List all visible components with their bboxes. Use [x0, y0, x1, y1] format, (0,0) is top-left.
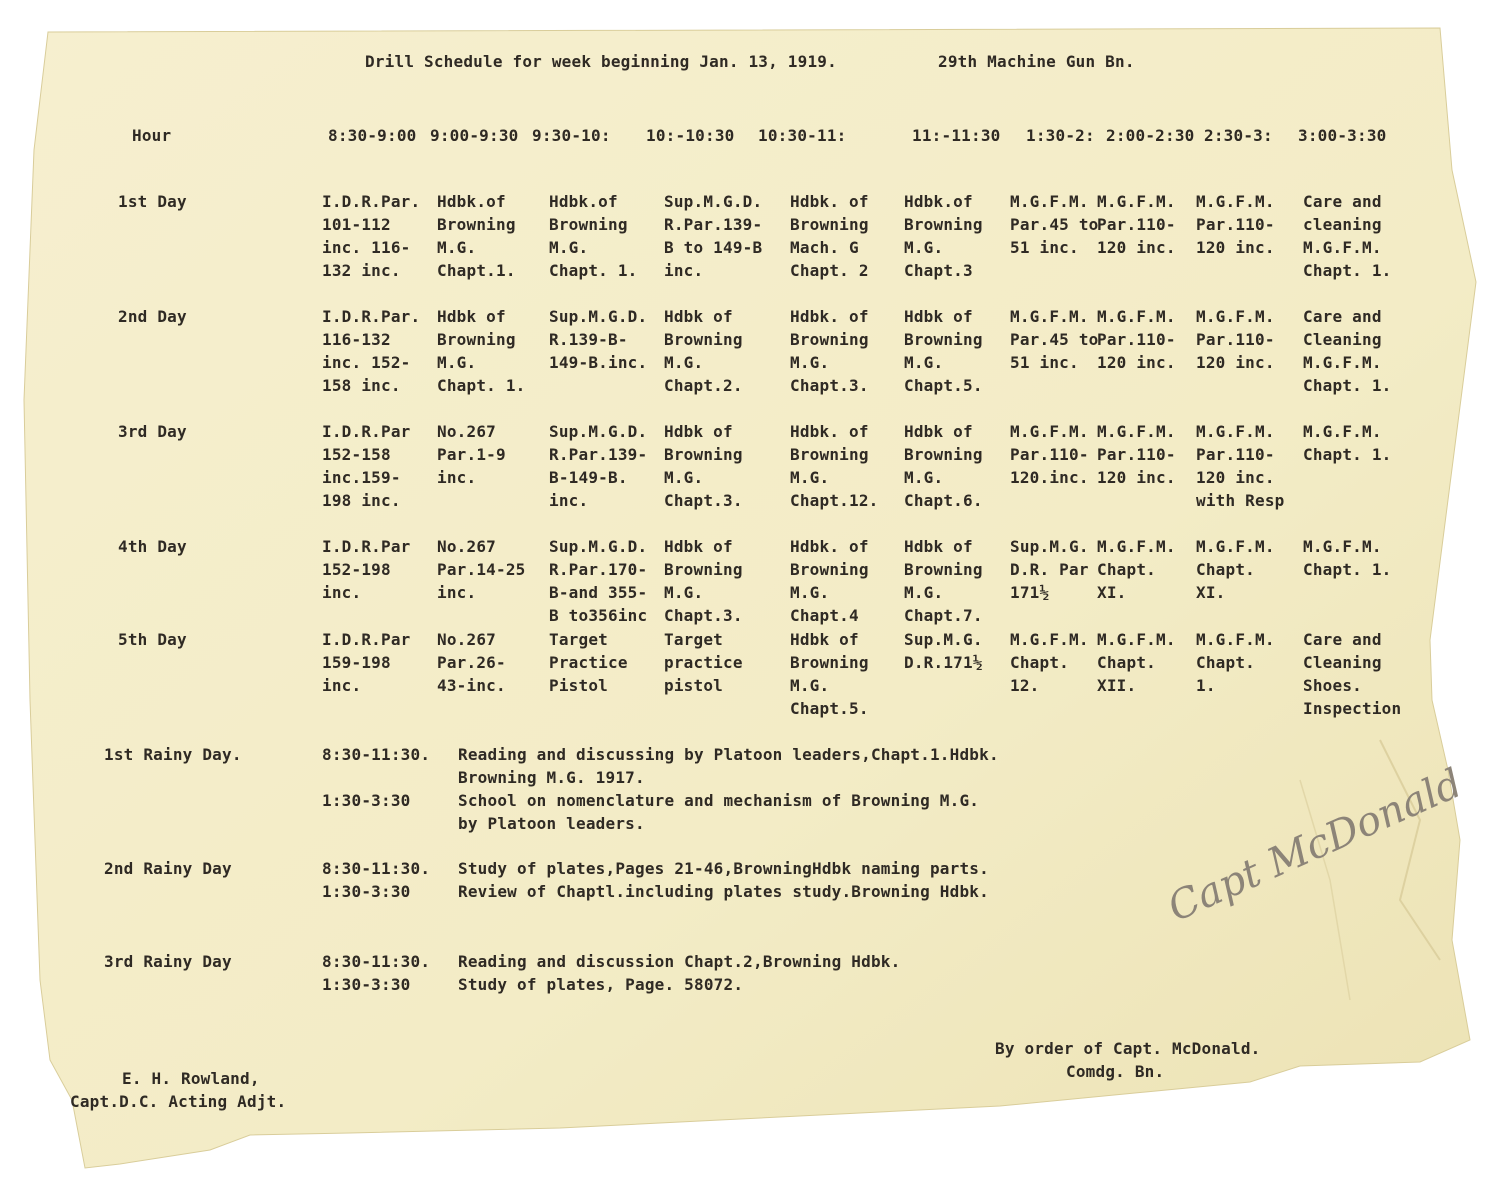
hour-header: 2:00-2:30 — [1106, 126, 1195, 145]
day-label: 3rd Day — [118, 422, 187, 441]
rainy-day-label: 3rd Rainy Day — [104, 952, 232, 971]
schedule-cell: Sup.M.G. D.R. Par 171½ — [1010, 537, 1089, 602]
schedule-cell: Hdbk. of Browning M.G. Chapt.12. — [790, 422, 879, 510]
hour-header: 2:30-3: — [1204, 126, 1273, 145]
schedule-cell: M.G.F.M. Chapt. 1. — [1196, 630, 1275, 695]
rainy-activity: Reading and discussion Chapt.2,Browning Hdbk. — [458, 952, 901, 971]
schedule-cell: Sup.M.G.D. R.Par.139- B to 149-B inc. — [664, 192, 763, 280]
schedule-cell: No.267 Par.26- 43-inc. — [437, 630, 506, 695]
schedule-cell: No.267 Par.14-25 inc. — [437, 537, 526, 602]
schedule-cell: M.G.F.M. Par.110- 120 inc. — [1097, 307, 1176, 372]
unit-name: 29th Machine Gun Bn. — [938, 52, 1135, 71]
schedule-cell: M.G.F.M. Par.45 to 51 inc. — [1010, 307, 1099, 372]
schedule-cell: M.G.F.M. Chapt. XII. — [1097, 630, 1176, 695]
schedule-cell: Hdbk of Browning M.G. Chapt.3. — [664, 422, 743, 510]
rainy-activity: Reading and discussing by Platoon leaders,Chapt.1.Hdbk. Browning M.G. 1917. — [458, 745, 999, 787]
schedule-cell: Hdbk. of Browning M.G. Chapt.4 — [790, 537, 869, 625]
rainy-time: 1:30-3:30 — [322, 882, 411, 901]
schedule-cell: Hdbk. of Browning Mach. G Chapt. 2 — [790, 192, 869, 280]
schedule-cell: M.G.F.M. Par.110- 120 inc. — [1097, 192, 1176, 257]
rainy-time: 1:30-3:30 — [322, 975, 411, 994]
hour-header: 3:00-3:30 — [1298, 126, 1387, 145]
hour-header: 1:30-2: — [1026, 126, 1095, 145]
adjutant-title: Capt.D.C. Acting Adjt. — [70, 1092, 287, 1111]
schedule-cell: I.D.R.Par 159-198 inc. — [322, 630, 411, 695]
schedule-cell: Hdbk of Browning M.G. Chapt.5. — [790, 630, 869, 718]
rainy-activity: Review of Chaptl.including plates study.Browning Hdbk. — [458, 882, 989, 901]
schedule-cell: Hdbk. of Browning M.G. Chapt.3. — [790, 307, 869, 395]
schedule-cell: M.G.F.M. Par.110- 120.inc. — [1010, 422, 1089, 487]
day-label: 4th Day — [118, 537, 187, 556]
schedule-cell: Hdbk of Browning M.G. Chapt.2. — [664, 307, 743, 395]
order-line-1: By order of Capt. McDonald. — [995, 1039, 1261, 1058]
schedule-cell: M.G.F.M. Par.110- 120 inc. with Resp — [1196, 422, 1285, 510]
schedule-cell: Hdbk of Browning M.G. Chapt.5. — [904, 307, 983, 395]
schedule-cell: Sup.M.G.D. R.139-B- 149-B.inc. — [549, 307, 648, 372]
schedule-cell: Hdbk.of Browning M.G. Chapt.3 — [904, 192, 983, 280]
hour-header: 8:30-9:00 — [328, 126, 417, 145]
schedule-cell: Care and Cleaning M.G.F.M. Chapt. 1. — [1303, 307, 1392, 395]
schedule-cell: Care and cleaning M.G.F.M. Chapt. 1. — [1303, 192, 1392, 280]
schedule-cell: Hdbk of Browning M.G. Chapt.3. — [664, 537, 743, 625]
day-label: 2nd Day — [118, 307, 187, 326]
schedule-cell: I.D.R.Par. 101-112 inc. 116- 132 inc. — [322, 192, 421, 280]
schedule-cell: Sup.M.G.D. R.Par.170- B-and 355- B to356inc — [549, 537, 648, 625]
hour-header: 11:-11:30 — [912, 126, 1001, 145]
schedule-cell: M.G.F.M. Chapt. 1. — [1303, 537, 1392, 579]
schedule-cell: I.D.R.Par 152-198 inc. — [322, 537, 411, 602]
hour-header: 10:-10:30 — [646, 126, 735, 145]
rainy-activity: School on nomenclature and mechanism of Browning M.G. by Platoon leaders. — [458, 791, 980, 833]
rainy-day-label: 1st Rainy Day. — [104, 745, 242, 764]
schedule-cell: I.D.R.Par. 116-132 inc. 152- 158 inc. — [322, 307, 421, 395]
rainy-time: 8:30-11:30. — [322, 952, 431, 971]
document-title: Drill Schedule for week beginning Jan. 13, 1919. — [365, 52, 837, 71]
schedule-cell: Hdbk.of Browning M.G. Chapt. 1. — [549, 192, 638, 280]
hour-header: 9:00-9:30 — [430, 126, 519, 145]
rainy-time: 1:30-3:30 — [322, 791, 411, 810]
rainy-activity: Study of plates,Pages 21-46,BrowningHdbk naming parts. — [458, 859, 989, 878]
schedule-cell: Hdbk.of Browning M.G. Chapt.1. — [437, 192, 516, 280]
adjutant-name: E. H. Rowland, — [122, 1069, 260, 1088]
day-label: 1st Day — [118, 192, 187, 211]
schedule-cell: Care and Cleaning Shoes. Inspection — [1303, 630, 1402, 718]
schedule-cell: M.G.F.M. Par.45 to 51 inc. — [1010, 192, 1099, 257]
order-line-2: Comdg. Bn. — [1066, 1062, 1165, 1081]
rainy-day-label: 2nd Rainy Day — [104, 859, 232, 878]
schedule-cell: Sup.M.G. D.R.171½ — [904, 630, 983, 672]
handwritten-signature: Capt McDonald — [1161, 760, 1470, 931]
schedule-cell: M.G.F.M. Chapt. 1. — [1303, 422, 1392, 464]
schedule-cell: M.G.F.M. Par.110- 120 inc. — [1097, 422, 1176, 487]
rainy-time: 8:30-11:30. — [322, 745, 431, 764]
day-label: 5th Day — [118, 630, 187, 649]
schedule-cell: Sup.M.G.D. R.Par.139- B-149-B. inc. — [549, 422, 648, 510]
hour-label: Hour — [132, 126, 172, 145]
rainy-activity: Study of plates, Page. 58072. — [458, 975, 744, 994]
schedule-cell: I.D.R.Par 152-158 inc.159- 198 inc. — [322, 422, 411, 510]
schedule-cell: Hdbk of Browning M.G. Chapt.6. — [904, 422, 983, 510]
rainy-time: 8:30-11:30. — [322, 859, 431, 878]
schedule-cell: M.G.F.M. Chapt. 12. — [1010, 630, 1089, 695]
schedule-cell: M.G.F.M. Par.110- 120 inc. — [1196, 192, 1275, 257]
hour-header: 10:30-11: — [758, 126, 847, 145]
schedule-cell: Target practice pistol — [664, 630, 743, 695]
schedule-cell: M.G.F.M. Par.110- 120 inc. — [1196, 307, 1275, 372]
schedule-cell: Target Practice Pistol — [549, 630, 628, 695]
schedule-cell: M.G.F.M. Chapt. XI. — [1196, 537, 1275, 602]
schedule-cell: Hdbk of Browning M.G. Chapt. 1. — [437, 307, 526, 395]
hour-header: 9:30-10: — [532, 126, 611, 145]
schedule-cell: No.267 Par.1-9 inc. — [437, 422, 506, 487]
schedule-cell: Hdbk of Browning M.G. Chapt.7. — [904, 537, 983, 625]
schedule-cell: M.G.F.M. Chapt. XI. — [1097, 537, 1176, 602]
